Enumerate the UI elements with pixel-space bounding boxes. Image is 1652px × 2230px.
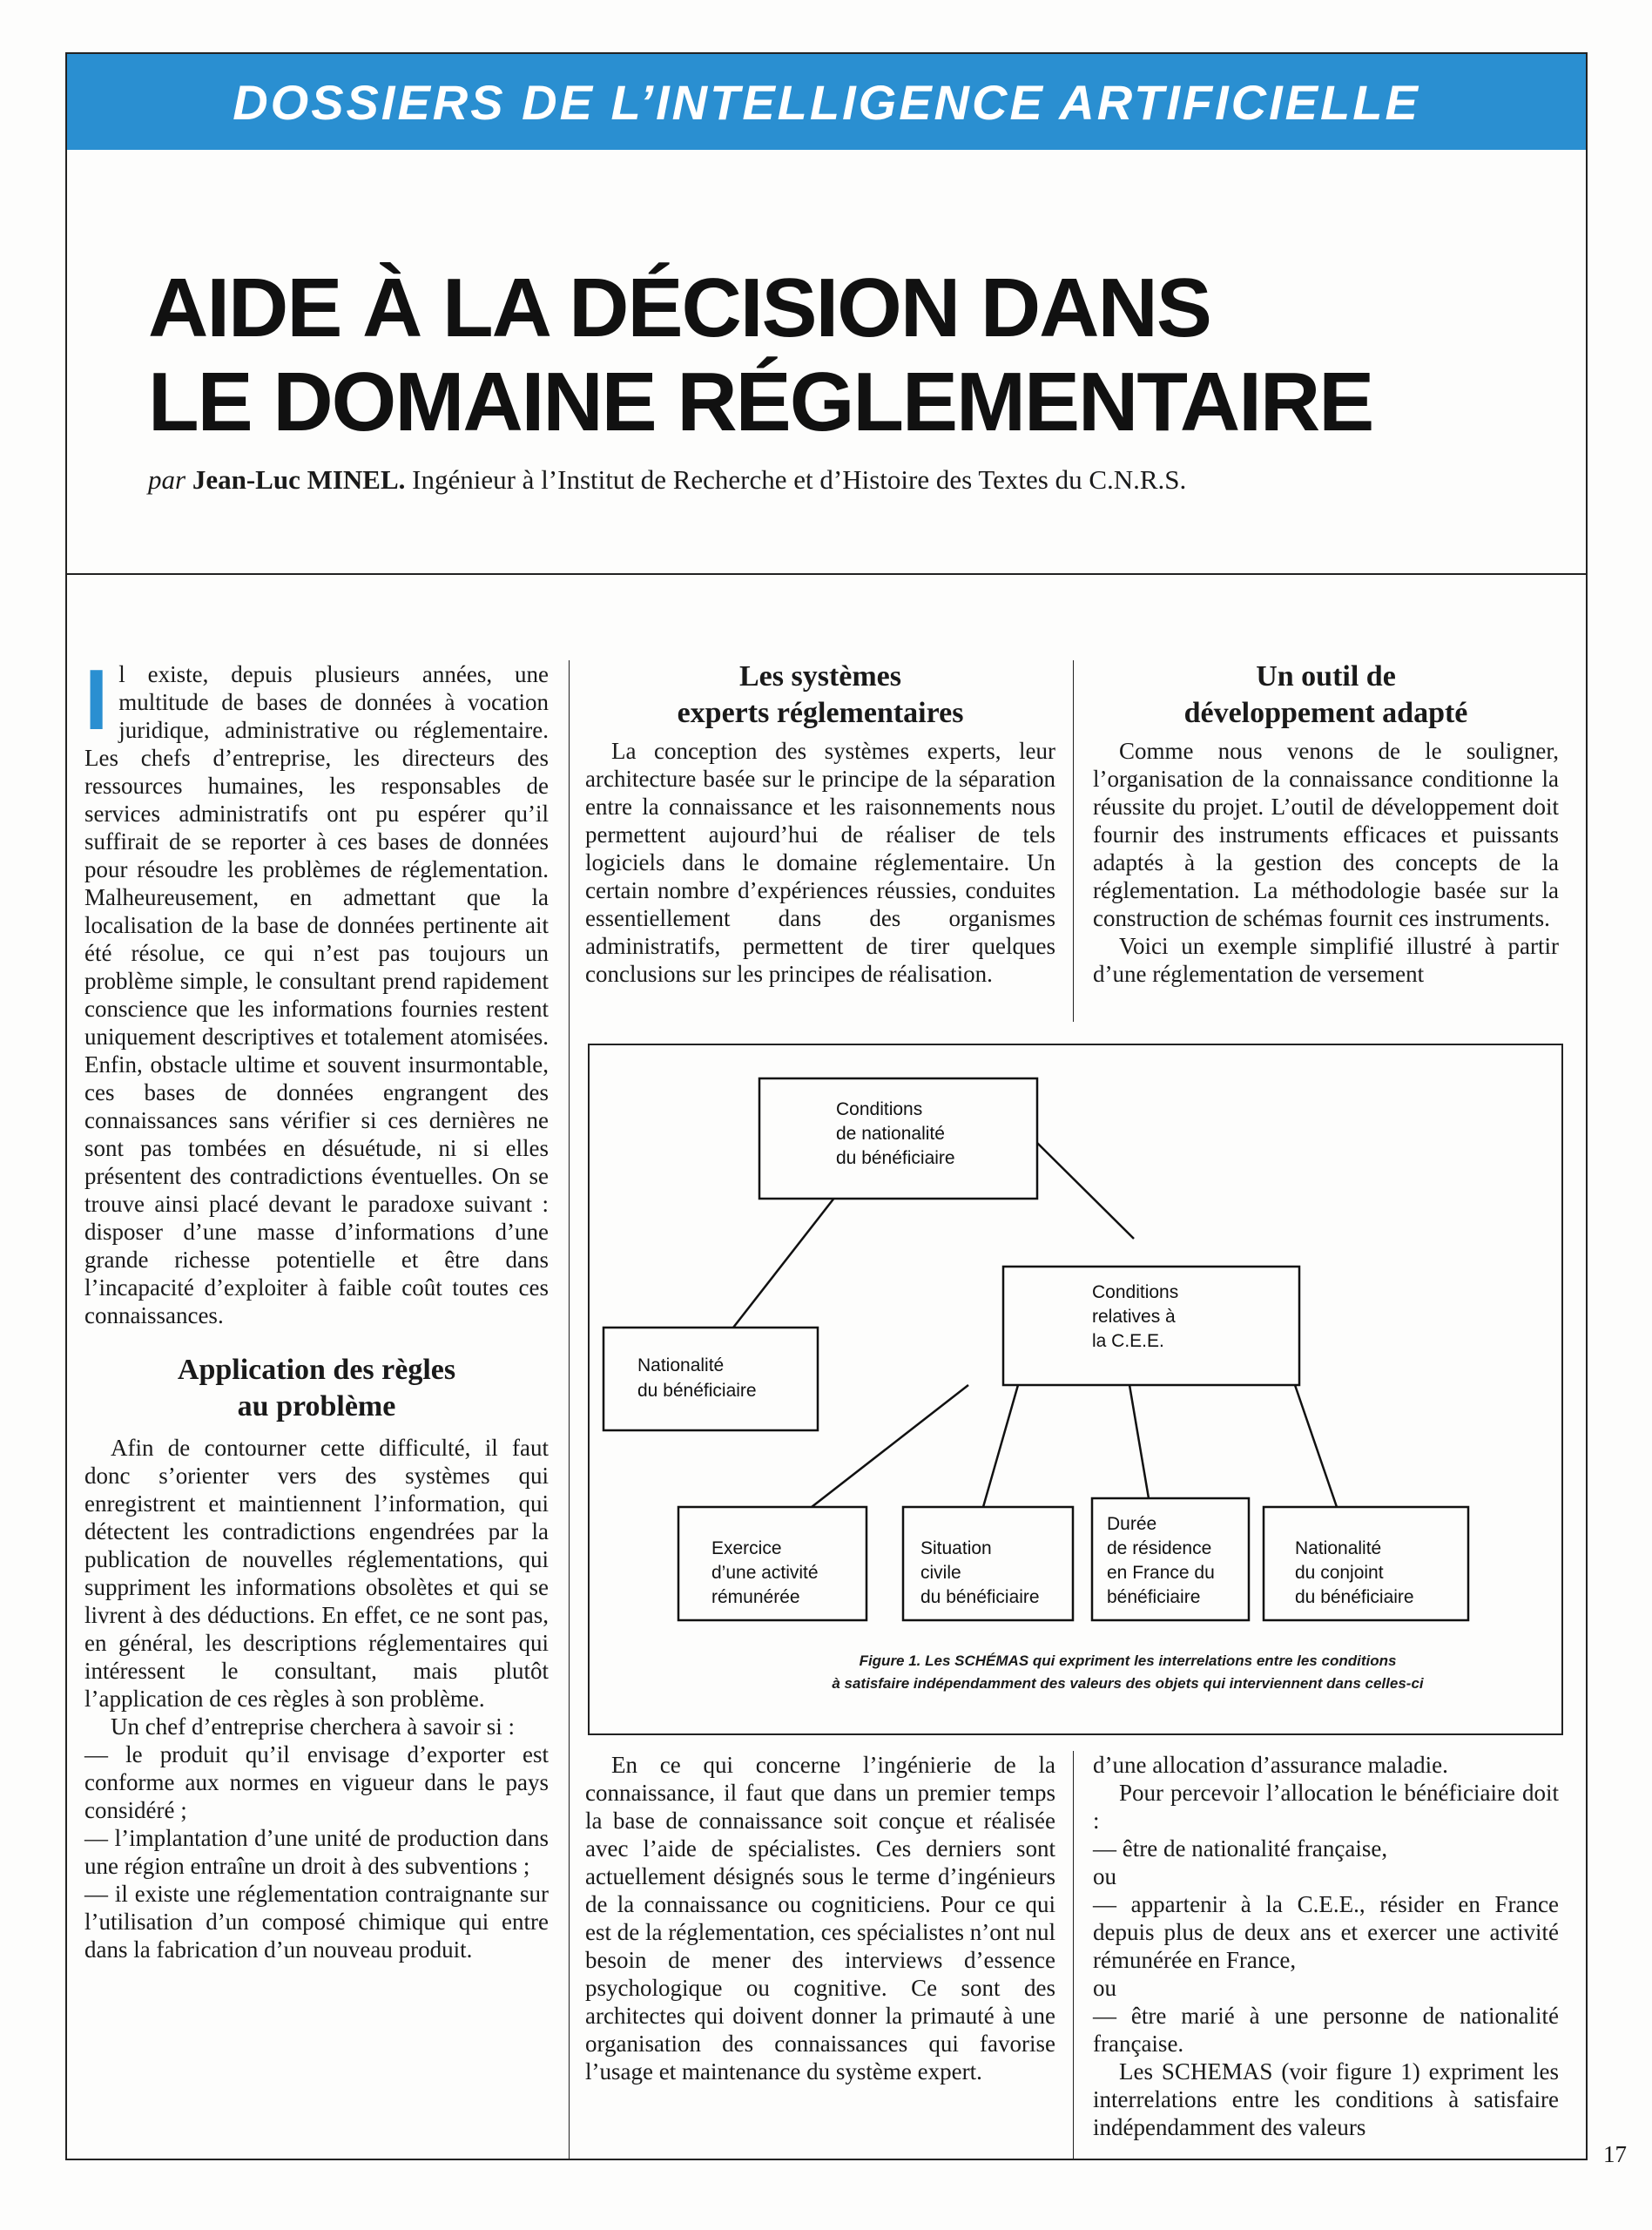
connector-line [983, 1385, 1018, 1507]
column-2 [585, 659, 1055, 988]
paragraph: En ce qui concerne l’ingénierie de la connaissance, il faut que dans un premier temps la base de connaissance soit conçue et réalisée avec l’aide de spécialistes. Ces derniers sont actuellement désignés sous le terme d’ingénieurs de la connaissance ou cogniticiens. Pour ce qui est de la réglementation, ces spécialistes n’ont nul besoin de mener des interviews d’essence psychologique ou cognitive. Ce sont des architectes qui doivent donner la primauté à une organisation des connaissances qui favorise l’usage et maintenance du système expert. [585, 1752, 1055, 2085]
paragraph: Les SCHEMAS (voir figure 1) expriment les interrelations entre les conditions à satisfaire indépendamment des valeurs [1093, 2058, 1559, 2140]
connector-line [1295, 1385, 1337, 1507]
list-connector: ou [1093, 1975, 1116, 2001]
node-duree-text: Durée de résidence en France du bénéficiaire [1107, 1514, 1215, 1607]
paragraph: Comme nous venons de le souligner, l’organisation de la connaissance conditionne la réussite du projet. L’outil de développement doit fournir des instruments efficaces et puissants adaptés à la gestion des concepts de la réglementation. La méthodologie basée sur la construction de schémas fournit ces instruments. [1093, 738, 1559, 931]
intro-paragraph: Il existe, depuis plusieurs années, une multitude de bases de données à vocation juridique, administrative ou réglementaire. Les chefs d’entreprise, les directeurs des ressources humaines, les responsables de services administratifs ont pu espérer qu’il suffirait de se reporter à ces bases de données pour résoudre les problèmes de réglementation. Malheureusement, en admettant que la localisation de la base de données pertinente ait été résolue, ce qui n’est pas toujours un problème simple, le consultant prend rapidement conscience que les informations fournies restent uniquement descriptives et totalement atomisées. Enfin, obstacle ultime et souvent insurmontable, ces bases de données engrangent des connaissances sans vérifier si ces dernières ne sont pas tombées en désuétude, ni si elles présentent des contradictions éventuelles. On se trouve ainsi placé devant le paradoxe suivant : disposer d’une masse d’informations d’une grande richesse potentielle et être dans l’incapacité d’exploiter à faible coût toutes ces connaissances. [84, 652, 549, 1328]
column-3-continued [1093, 1751, 1559, 2141]
drop-cap: I [84, 652, 109, 747]
node-cee-text: Conditions relatives à la C.E.E. [1092, 1282, 1179, 1351]
title-line-2: LE DOMAINE RÉGLEMENTAIRE [148, 355, 1373, 449]
connector-line [1129, 1385, 1149, 1498]
paragraph: Un chef d’entreprise cherchera à savoir si : [111, 1713, 516, 1740]
connector-line [812, 1385, 968, 1507]
node-conjoint-text: Nationalité du conjoint du bénéficiaire [1295, 1538, 1414, 1607]
list-connector: ou [1093, 1863, 1116, 1889]
schema-diagram [590, 1045, 1565, 1737]
list-item: — appartenir à la C.E.E., résider en France depuis plus de deux ans et exercer une activité rémunérée en France, [1093, 1891, 1559, 1973]
author-affiliation: Ingénieur à l’Institut de Recherche et d’Histoire des Textes du C.N.R.S. [412, 464, 1187, 495]
list-item: — le produit qu’il envisage d’exporter est conforme aux normes en vigueur dans le pays considéré ; [84, 1741, 549, 1823]
node-exercice-text: Exercice d’une activité rémunérée [711, 1538, 819, 1607]
byline-prefix: par [148, 464, 186, 495]
connector-line [1037, 1143, 1134, 1239]
list-item: — être de nationalité française, [1093, 1835, 1388, 1862]
heading-systemes-experts: Les systèmes experts réglementaires [677, 660, 964, 729]
column-2-continued [585, 1751, 1055, 2085]
title-line-1: AIDE À LA DÉCISION DANS [148, 261, 1210, 355]
column-divider [1073, 660, 1074, 1022]
article-title [148, 261, 1507, 449]
node-nationalite [603, 1328, 818, 1430]
column-1 [84, 652, 549, 1963]
column-3 [1093, 659, 1559, 988]
paragraph: d’une allocation d’assurance maladie. [1093, 1752, 1448, 1778]
section-banner: DOSSIERS DE L’INTELLIGENCE ARTIFICIELLE [67, 54, 1586, 150]
list-item: — l’implantation d’une unité de production dans une région entraîne un droit à des subventions ; [84, 1825, 549, 1879]
node-nationalite-text: Nationalité du bénéficiaire [637, 1355, 757, 1401]
header-divider [65, 573, 1588, 575]
author-name: Jean-Luc MINEL. [192, 464, 406, 495]
byline [148, 464, 1507, 496]
column-divider [1073, 1751, 1074, 2159]
page-number: 17 [1603, 2141, 1627, 2167]
paragraph: Pour percevoir l’allocation le bénéficiaire doit : [1093, 1780, 1559, 1834]
list-item: — il existe une réglementation contraignante sur l’utilisation d’un composé chimique qui entre dans la fabrication d’un nouveau produit. [84, 1881, 549, 1963]
figure-caption: Figure 1. Les SCHÉMAS qui expriment les interrelations entre les conditions à satisfaire indépendamment des valeurs des objets qui interviennent dans celles-ci [832, 1652, 1424, 1692]
heading-outil: Un outil de développement adapté [1183, 660, 1468, 729]
paragraph: Afin de contourner cette difficulté, il faut donc s’orienter vers des systèmes qui enregistrent et maintiennent l’information, qui détectent les contradictions engendrées par la publication de nouvelles réglementations, qui suppriment les informations obsolètes et qui se livrent à des déductions. En effet, ce ne sont pas, en général, les descriptions réglementaires qui intéressent le consultant, mais plutôt l’application de ces règles à son problème. [84, 1435, 549, 1712]
heading-application: Application des règles au problème [177, 1354, 456, 1422]
list-item: — être marié à une personne de nationalité française. [1093, 2003, 1559, 2057]
paragraph: Voici un exemple simplifié illustré à partir d’une réglementation de versement [1093, 933, 1559, 987]
column-divider [569, 660, 570, 2159]
paragraph: La conception des systèmes experts, leur architecture basée sur le principe de la séparation entre la connaissance et les raisonnements nous permettent aujourd’hui de réaliser de tels logiciels dans le domaine réglementaire. Un certain nombre d’expériences réussies, conduites essentiellement dans des organismes administratifs, permettent de tirer quelques conclusions sur les principes de réalisation. [585, 738, 1055, 987]
figure-1 [588, 1044, 1563, 1735]
node-situation-text: Situation civile du bénéficiaire [920, 1538, 1040, 1607]
node-root-text: Conditions de nationalité du bénéficiaire [836, 1099, 955, 1168]
